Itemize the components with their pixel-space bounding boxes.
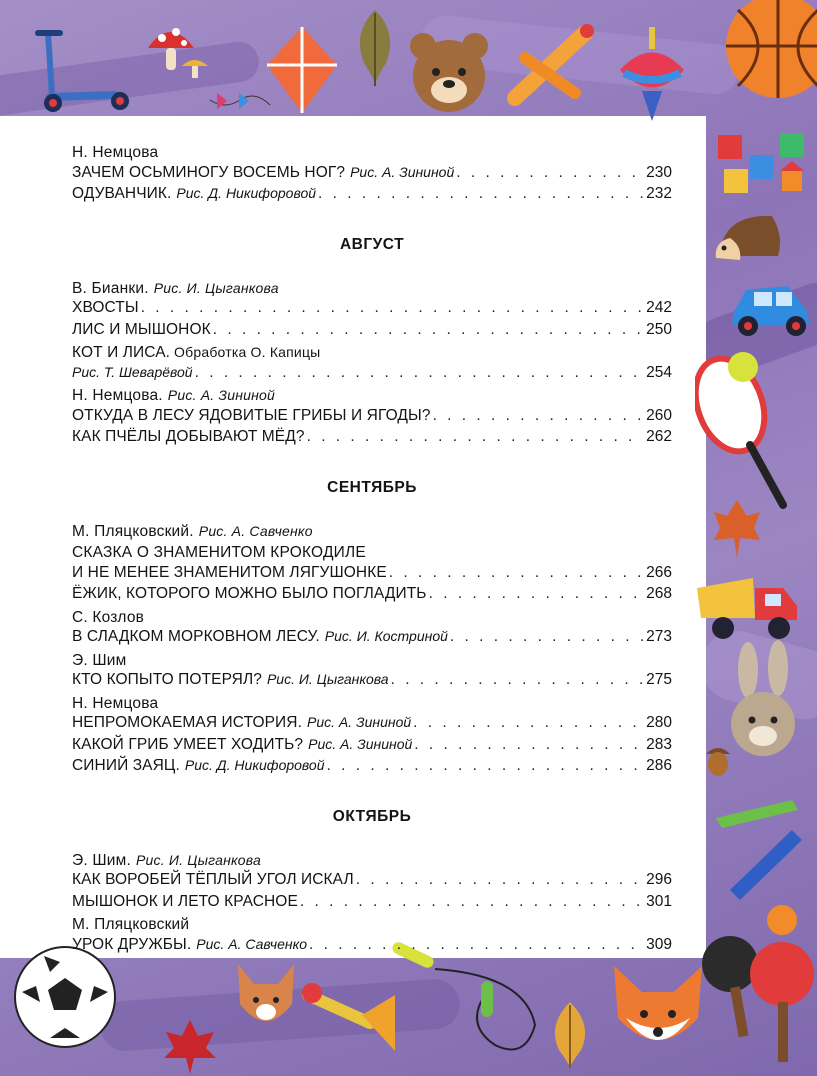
illustrator-credit: Рис. И. Цыганкова: [266, 671, 389, 687]
toc-entry: [72, 757, 672, 779]
leader-dots: [356, 871, 644, 889]
toc-entry: [72, 164, 672, 186]
page-number: 296: [646, 871, 672, 888]
blocks-icon: [710, 125, 810, 200]
author-name: [72, 850, 672, 872]
leader-dots: [429, 585, 645, 603]
month-heading-september: СЕНТЯБРЬ: [327, 478, 417, 496]
page-number: 232: [646, 185, 672, 202]
leader-dots: [389, 564, 644, 582]
toc-entry-header: [72, 342, 672, 364]
acorn-icon: [702, 740, 734, 778]
author-label: Н. Немцова.: [72, 387, 163, 404]
toc-entry: [72, 299, 672, 321]
story-title: КАКОЙ ГРИБ УМЕЕТ ХОДИТЬ?: [72, 735, 304, 753]
toc-entry: [72, 585, 672, 607]
toc-entry: [72, 714, 672, 736]
mushroom-icon: [142, 18, 212, 88]
toc-entry: [72, 936, 672, 958]
leader-dots: [309, 936, 644, 954]
story-title: ОДУВАНЧИК.: [72, 185, 172, 202]
author-name: [72, 385, 672, 407]
illustrator-credit: Рис. А. Зининой: [306, 714, 412, 730]
toc-entry: [72, 671, 672, 693]
toc-entry: [72, 628, 672, 650]
page-number: 309: [646, 935, 672, 953]
fox-cub-icon: [232, 958, 300, 1036]
toc-entry: [72, 407, 672, 429]
soccer-ball-icon: [10, 942, 120, 1052]
story-title: ХВОСТЫ: [72, 299, 139, 316]
toc-entry: [72, 321, 672, 343]
toc-entry: [72, 893, 672, 915]
tennis-racket-icon: [695, 345, 790, 510]
story-title: КОТ И ЛИСА.: [72, 344, 171, 361]
story-title: КАК ПЧЁЛЫ ДОБЫВАЮТ МЁД?: [72, 428, 305, 445]
page-number: 301: [646, 892, 672, 910]
illustrator-credit: Рис. И. Цыганкова: [135, 851, 261, 868]
leader-dots: [213, 321, 644, 339]
story-title: КТО КОПЫТО ПОТЕРЯЛ?: [72, 671, 262, 688]
author-name: [72, 278, 672, 300]
bear-icon: [405, 28, 493, 116]
illustrator-credit: Рис. Д. Никифоровой: [176, 185, 317, 201]
page-number: 242: [646, 299, 672, 316]
leader-dots: [450, 628, 644, 646]
page-number: 266: [646, 563, 672, 581]
leader-dots: [327, 757, 645, 775]
story-title: ЗАЧЕМ ОСЬМИНОГУ ВОСЕМЬ НОГ?: [72, 163, 346, 181]
page-number: 262: [646, 428, 672, 445]
adaptation-note: Обработка О. Капицы: [174, 344, 321, 360]
ping-pong-icon: [700, 930, 817, 1070]
story-title: НЕПРОМОКАЕМАЯ ИСТОРИЯ.: [72, 714, 302, 731]
toy-car-icon: [726, 272, 816, 342]
leader-dots: [141, 299, 644, 317]
leader-dots: [413, 714, 644, 732]
spinning-top-icon: [612, 25, 692, 125]
month-heading-october: ОКТЯБРЬ: [332, 807, 412, 825]
illustrator-credit: Рис. А. Зининой: [167, 387, 275, 403]
author-name: [72, 521, 672, 543]
fox-icon: [608, 962, 708, 1062]
page-number: 273: [646, 628, 672, 645]
story-title: МЫШОНОК И ЛЕТО КРАСНОЕ: [72, 892, 298, 910]
illustrator-credit: Рис. Т. Шеварёвой: [72, 363, 193, 380]
leader-dots: [456, 164, 644, 182]
author-name: С. Козлов: [72, 608, 145, 626]
leader-dots: [195, 364, 645, 382]
illustrator-credit: Рис. И. Цыганкова: [153, 279, 279, 296]
illustrator-credit: Рис. А. Зининой: [350, 163, 455, 180]
basketball-icon: [716, 0, 817, 104]
toc-entry: [72, 871, 672, 893]
author-name: Н. Немцова: [72, 144, 159, 161]
toc-entry: [72, 428, 672, 450]
toc-entry: [72, 364, 672, 386]
page-number: 286: [646, 757, 672, 774]
leader-dots: [307, 428, 645, 446]
story-title: И НЕ МЕНЕЕ ЗНАМЕНИТОМ ЛЯГУШОНКЕ: [72, 563, 387, 581]
toc-entry: [72, 185, 672, 207]
leaf-icon: [350, 8, 400, 88]
story-title: УРОК ДРУЖБЫ.: [72, 935, 192, 953]
illustrator-credit: Рис. Д. Никифоровой: [184, 757, 325, 773]
leader-dots: [391, 671, 645, 689]
author-name: М. Пляцковский: [72, 916, 190, 933]
leader-dots: [414, 736, 644, 754]
page-number: 250: [646, 320, 672, 338]
toc-entry: [72, 564, 672, 586]
month-heading-august: АВГУСТ: [339, 235, 405, 253]
page-number: 260: [646, 406, 672, 424]
dump-truck-icon: [693, 558, 803, 648]
illustrator-credit: Рис. А. Савченко: [198, 522, 313, 539]
leaf-icon-bottom: [545, 1000, 595, 1070]
airplane-icon: [495, 18, 605, 118]
page-number: 254: [646, 363, 672, 381]
story-title: ЛИС И МЫШОНОК: [72, 320, 211, 338]
author-label: М. Пляцковский.: [72, 522, 194, 540]
toc-entry: [72, 736, 672, 758]
illustrator-credit: Рис. А. Зининой: [308, 735, 413, 752]
author-name: Э. Шим: [72, 651, 127, 669]
page-number: 275: [646, 671, 672, 688]
leader-dots: [300, 893, 644, 911]
kite-icon: [262, 25, 342, 115]
page-number: 280: [646, 714, 672, 731]
story-title: ЁЖИК, КОТОРОГО МОЖНО БЫЛО ПОГЛАДИТЬ: [72, 585, 427, 602]
story-title-line: СКАЗКА О ЗНАМЕНИТОМ КРОКОДИЛЕ: [72, 544, 366, 561]
author-label: Э. Шим.: [72, 851, 131, 869]
pencil-icon: [712, 790, 812, 900]
story-title: В СЛАДКОМ МОРКОВНОМ ЛЕСУ.: [72, 628, 320, 645]
scooter-icon: [20, 25, 132, 115]
hedgehog-icon: [712, 206, 784, 266]
leader-dots: [318, 185, 644, 203]
maple-leaf-icon: [162, 1018, 218, 1076]
page-number: 283: [646, 735, 672, 753]
autumn-leaf-icon: [712, 498, 762, 560]
author-label: В. Бианки.: [72, 279, 149, 297]
leader-dots: [433, 407, 645, 425]
page-number: 230: [646, 163, 672, 181]
illustrator-credit: Рис. И. Костриной: [324, 628, 448, 644]
story-title: СИНИЙ ЗАЯЦ.: [72, 757, 180, 774]
story-title: КАК ВОРОБЕЙ ТЁПЛЫЙ УГОЛ ИСКАЛ: [72, 871, 354, 888]
story-title: ОТКУДА В ЛЕСУ ЯДОВИТЫЕ ГРИБЫ И ЯГОДЫ?: [72, 406, 431, 424]
page-number: 268: [646, 585, 672, 602]
illustrator-credit: Рис. А. Савченко: [196, 935, 308, 952]
table-of-contents: [72, 142, 672, 957]
author-name: Н. Немцова: [72, 694, 159, 712]
